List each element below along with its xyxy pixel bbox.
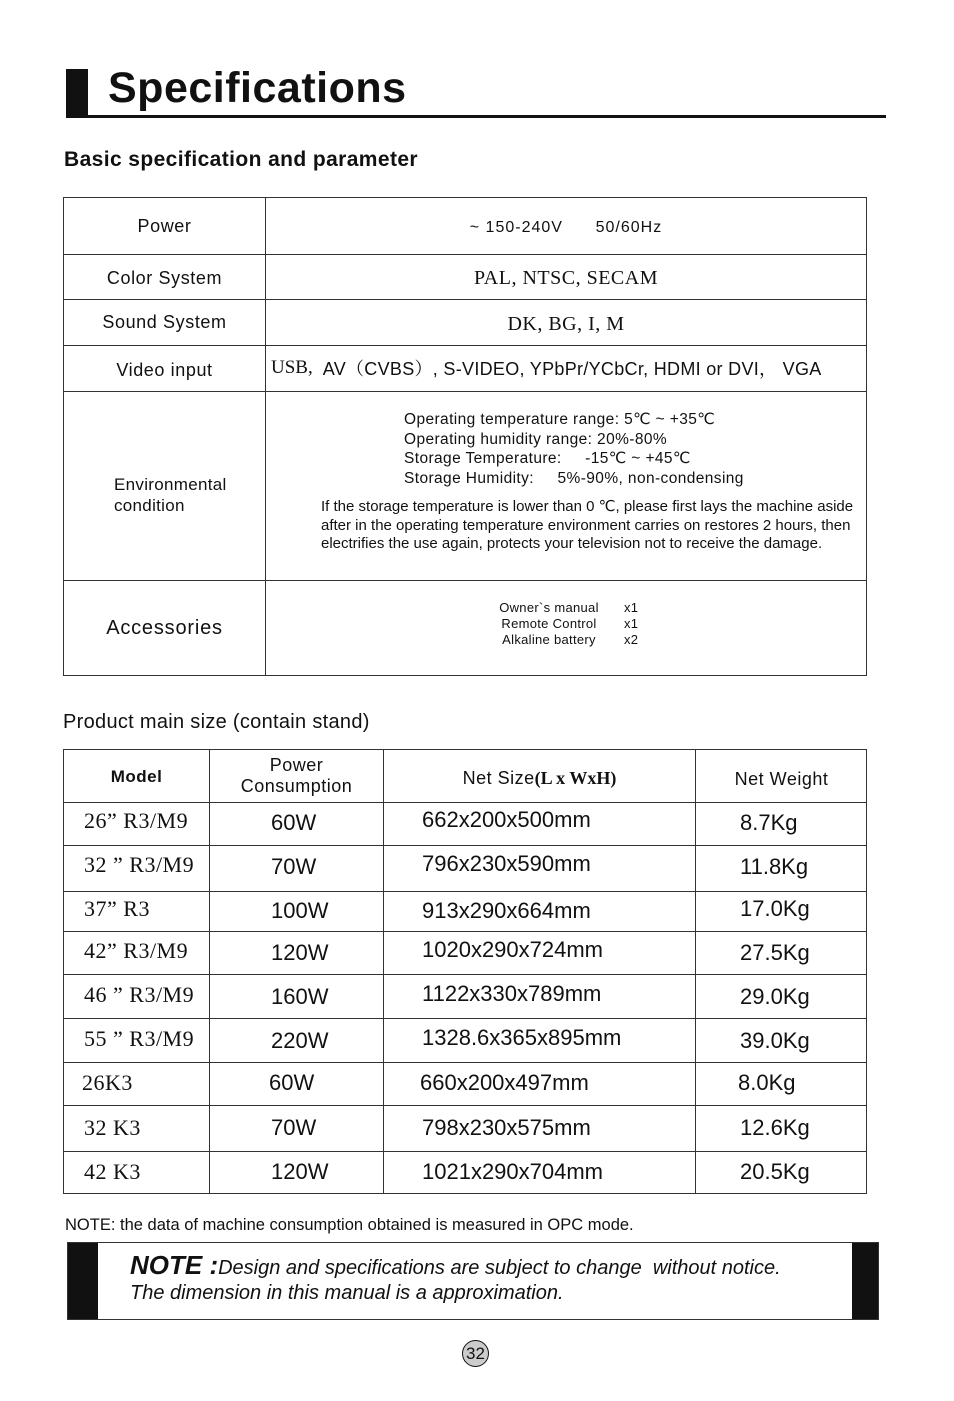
video-input-usb: USB,: [271, 357, 313, 378]
model-cell: 42 K3: [84, 1159, 141, 1184]
model-cell: 42” R3/M9: [84, 938, 189, 963]
accessory-name: Owner`s manual: [499, 600, 599, 615]
row-divider: [64, 891, 866, 892]
sound-system-value: DK, BG, I, M: [507, 312, 625, 335]
video-input-label: Video input: [116, 359, 213, 380]
accessory-qty: x1: [624, 600, 639, 615]
title-bar-decoration: [66, 69, 88, 117]
section-heading-size: Product main size (contain stand): [63, 711, 370, 733]
size-table: [63, 749, 867, 1194]
model-cell: 32 K3: [84, 1115, 141, 1140]
size-cell: 1021x290x704mm: [422, 1159, 604, 1184]
spec-table: [63, 197, 867, 676]
header-net-size-label: Net Size: [462, 767, 535, 788]
weight-cell: 8.0Kg: [738, 1070, 796, 1095]
power-cell: 60W: [271, 810, 317, 835]
header-model: Model: [110, 766, 163, 786]
header-power: [210, 750, 383, 802]
accessory-item: [474, 616, 638, 632]
size-cell: 1020x290x724mm: [422, 937, 604, 962]
environment-note: If the storage temperature is lower than 0 ℃, please first lays the machine aside after in the operating temperature environment carries on restores 2 hours, then electrifies the use again, protects your television not to receive the damage.: [321, 498, 854, 552]
weight-cell: 29.0Kg: [740, 984, 810, 1009]
env-line: Storage Temperature: -15℃ ~ +45℃: [404, 450, 691, 467]
col-divider: [209, 750, 210, 1193]
row-divider: [64, 1018, 866, 1019]
power-label: Power: [137, 215, 192, 236]
page-number: 32: [462, 1340, 489, 1367]
accessory-name: Alkaline battery: [502, 632, 596, 647]
col-divider: [383, 750, 384, 1193]
accessory-item: [474, 600, 638, 616]
environmental-label: Environmental condition: [114, 475, 227, 515]
note-box: [67, 1242, 879, 1320]
accessory-qty: x2: [624, 632, 639, 647]
note-box-left-bar: [68, 1243, 98, 1319]
row-divider: [64, 931, 866, 932]
header-net-size: [384, 750, 695, 802]
header-power-line2: Consumption: [240, 776, 353, 796]
size-cell: 662x200x500mm: [422, 807, 591, 832]
model-cell: 55 ” R3/M9: [84, 1026, 195, 1051]
size-cell: 798x230x575mm: [422, 1115, 591, 1140]
weight-cell: 12.6Kg: [740, 1115, 810, 1140]
page-title: Specifications: [108, 64, 407, 112]
row-divider: [64, 1105, 866, 1106]
header-power-line1: Power: [269, 755, 324, 775]
color-system-label: Color System: [106, 268, 223, 288]
power-cell: 100W: [271, 898, 329, 923]
environment-specs: [404, 410, 744, 488]
power-cell: 70W: [271, 1115, 317, 1140]
video-input-value: [266, 345, 866, 391]
accessories-list: [474, 600, 638, 648]
row-divider: [64, 1151, 866, 1152]
weight-cell: 20.5Kg: [740, 1159, 810, 1184]
note-label: NOTE :: [130, 1250, 219, 1280]
size-cell: 913x290x664mm: [422, 898, 591, 923]
accessory-qty: x1: [624, 616, 639, 631]
accessories-label: Accessories: [106, 617, 223, 639]
env-line: Storage Humidity: 5%-90%, non-condensing: [404, 469, 744, 487]
header-net-size-unit: (L x WxH): [534, 767, 617, 788]
row-divider: [64, 845, 866, 846]
weight-cell: 27.5Kg: [740, 940, 810, 965]
model-cell: 26K3: [82, 1070, 133, 1095]
power-value: ~ 150-240V 50/60Hz: [469, 219, 663, 236]
weight-cell: 8.7Kg: [740, 810, 798, 835]
accessory-item: [474, 632, 638, 648]
row-divider: [64, 802, 866, 803]
size-cell: 660x200x497mm: [420, 1070, 589, 1095]
note-line2: The dimension in this manual is a approximation.: [130, 1282, 564, 1304]
model-cell: 32 ” R3/M9: [84, 852, 195, 877]
power-cell: 120W: [271, 1159, 329, 1184]
model-cell: 46 ” R3/M9: [84, 982, 195, 1007]
power-cell: 220W: [271, 1028, 329, 1053]
power-cell: 120W: [271, 940, 329, 965]
section-heading-basic: Basic specification and parameter: [64, 148, 418, 171]
video-input-others: AV（CVBS）, S-VIDEO, YPbPr/YCbCr, HDMI or DVI， VGA: [322, 359, 822, 379]
header-net-weight: Net Weight: [734, 768, 829, 789]
sound-system-label: Sound System: [102, 311, 227, 332]
model-cell: 37” R3: [84, 896, 150, 921]
opc-note: NOTE: the data of machine consumption obtained is measured in OPC mode.: [65, 1216, 634, 1234]
size-cell: 1328.6x365x895mm: [422, 1025, 622, 1050]
model-cell: 26” R3/M9: [84, 808, 189, 833]
power-cell: 160W: [271, 984, 329, 1009]
power-cell: 60W: [269, 1070, 315, 1095]
size-cell: 796x230x590mm: [422, 851, 591, 876]
weight-cell: 39.0Kg: [740, 1028, 810, 1053]
note-line1: Design and specifications are subject to change without notice.: [218, 1257, 781, 1279]
accessory-name: Remote Control: [501, 616, 597, 631]
weight-cell: 11.8Kg: [740, 854, 809, 879]
col-divider: [695, 750, 696, 1193]
weight-cell: 17.0Kg: [740, 896, 810, 921]
env-line: Operating temperature range: 5℃ ~ +35℃: [404, 411, 716, 428]
title-rule: [66, 115, 886, 118]
note-box-right-bar: [852, 1243, 878, 1319]
size-cell: 1122x330x789mm: [422, 981, 602, 1006]
row-divider: [64, 974, 866, 975]
note-text: [130, 1250, 781, 1306]
env-line: Operating humidity range: 20%-80%: [404, 430, 668, 448]
power-cell: 70W: [271, 854, 317, 879]
color-system-value: PAL, NTSC, SECAM: [474, 266, 658, 289]
row-divider: [64, 1062, 866, 1063]
